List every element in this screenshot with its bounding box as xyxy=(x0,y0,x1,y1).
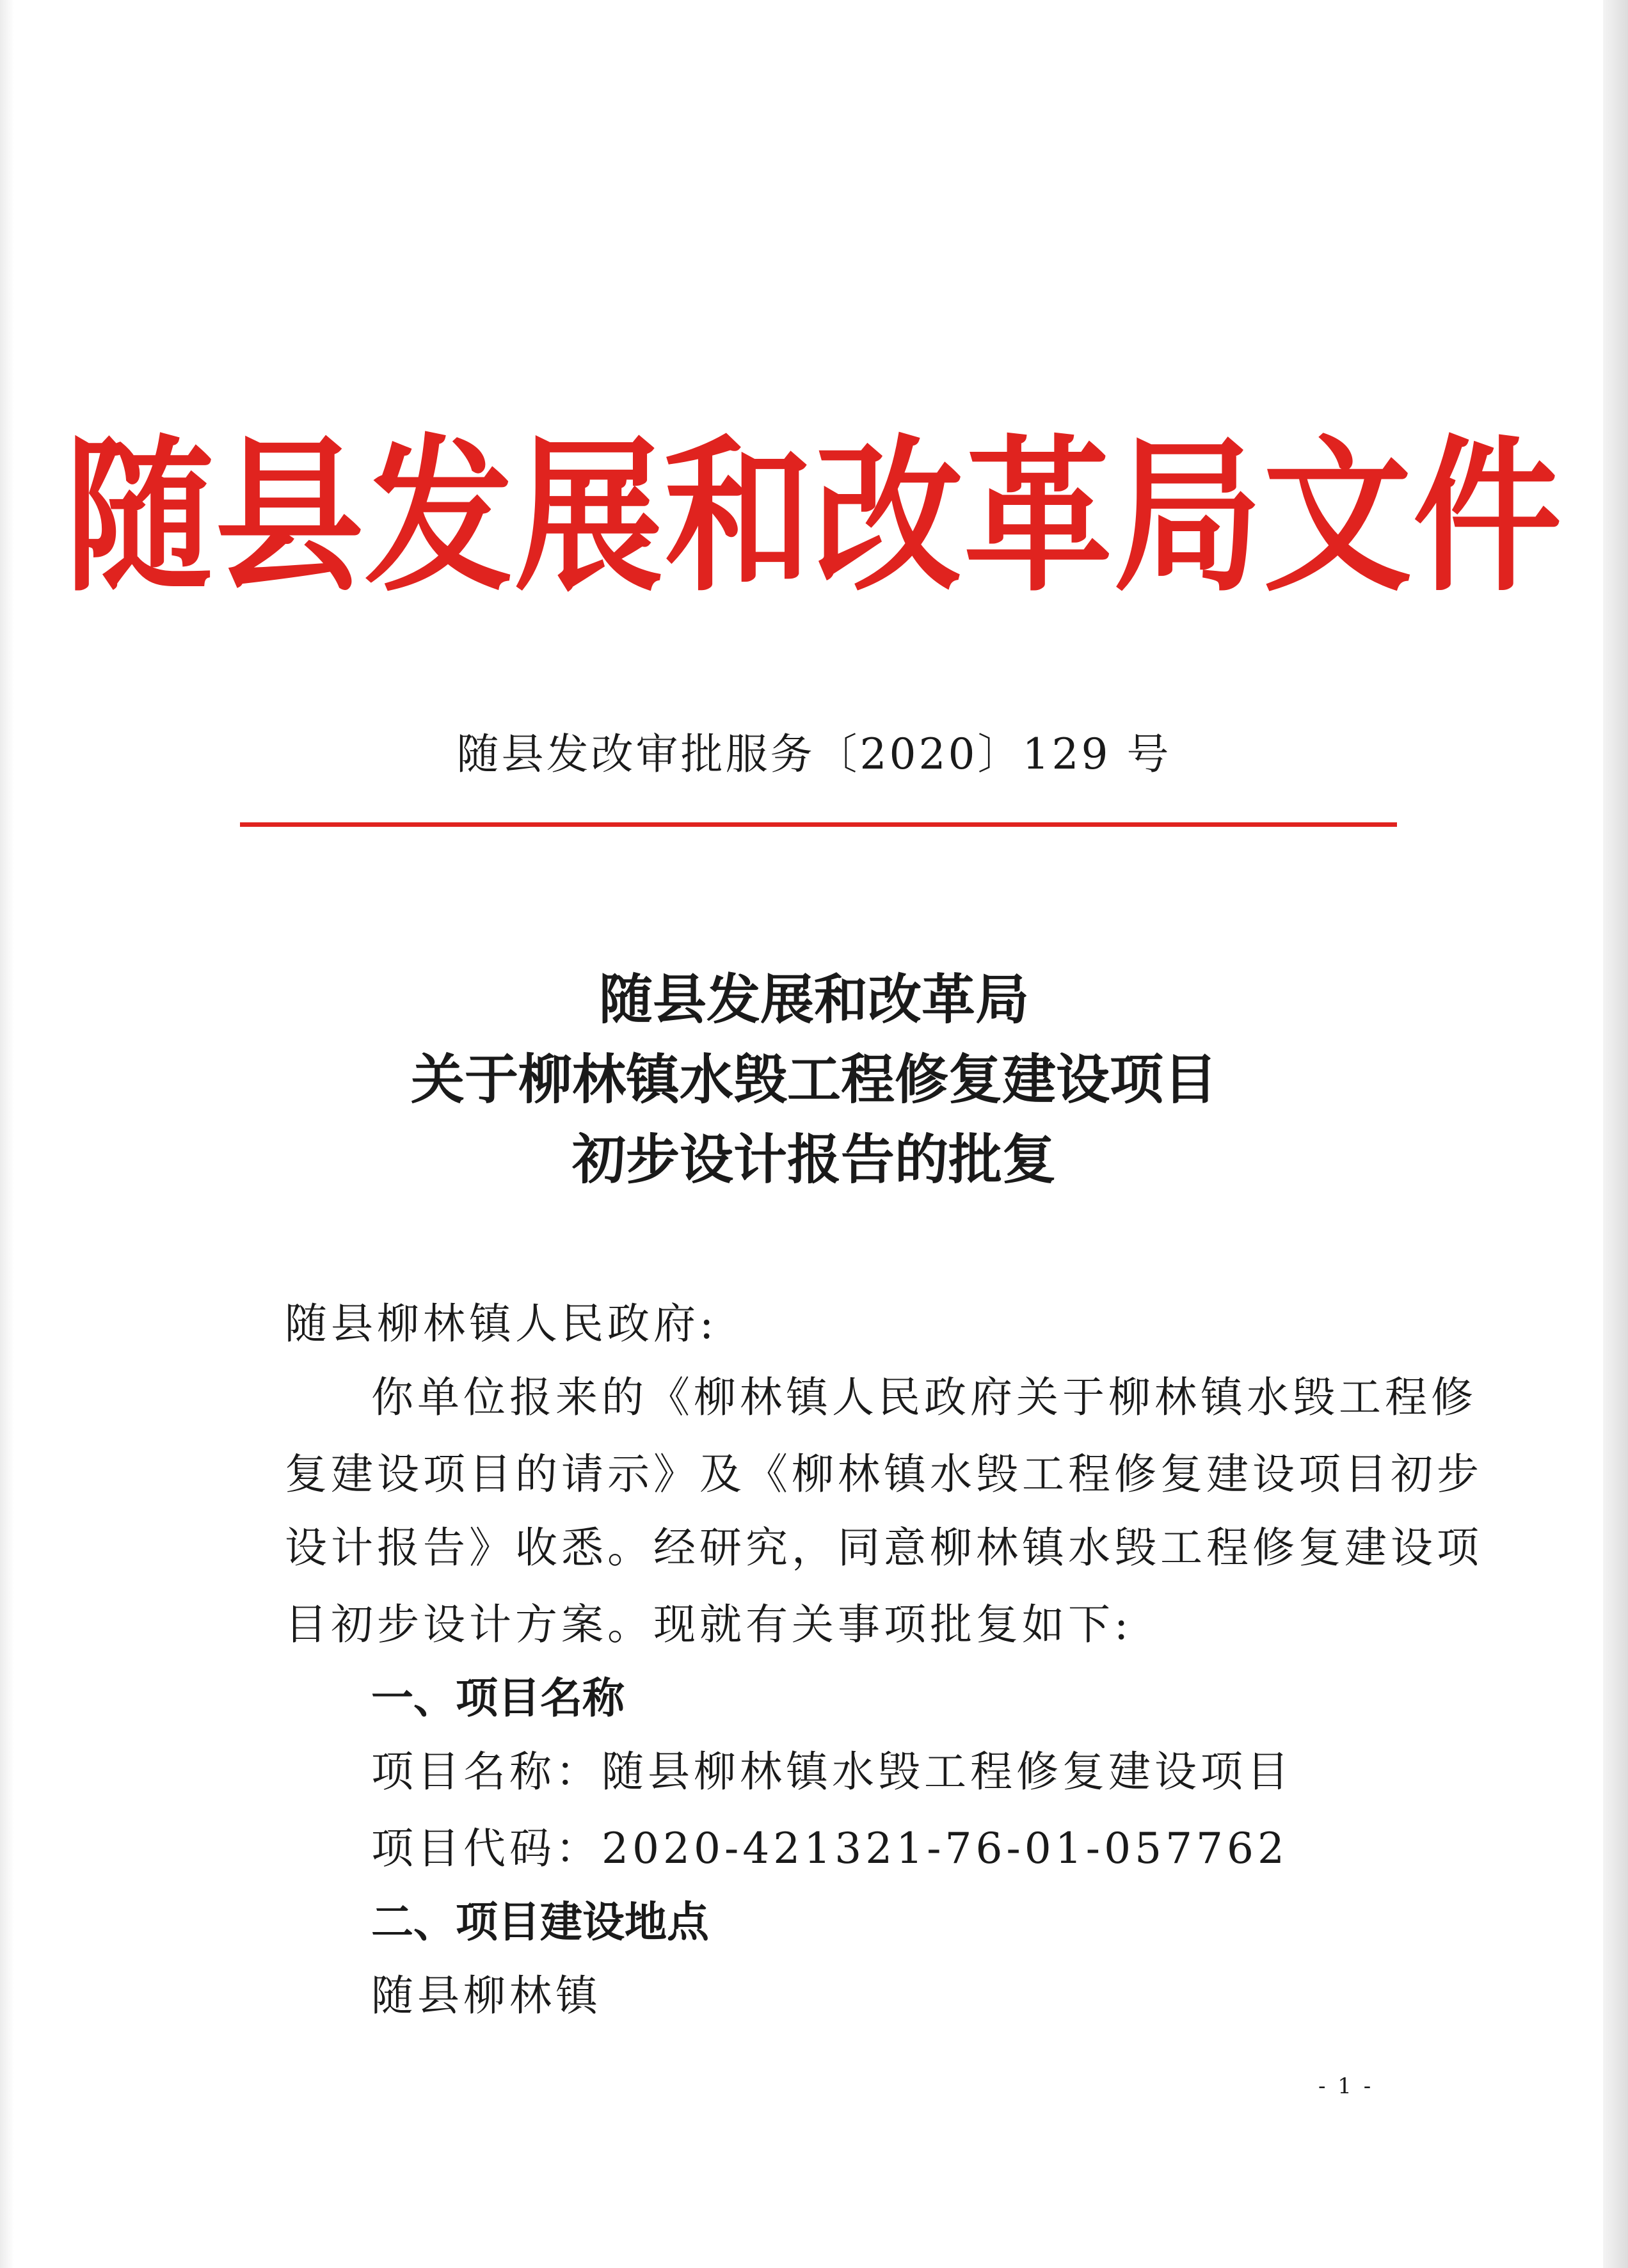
section-1-heading: 一、项目名称 xyxy=(371,1673,625,1723)
body-line-2: 复建设项目的请示》及《柳林镇水毁工程修复建设项目初步 xyxy=(285,1449,1483,1499)
page-number: - 1 - xyxy=(1318,2073,1374,2099)
project-code-line: 项目代码：2020-421321-76-01-057762 xyxy=(371,1824,1289,1873)
red-masthead-title: 随县发展和改革局文件 xyxy=(65,420,1563,614)
red-separator-line xyxy=(240,822,1397,827)
section-2-heading: 二、项目建设地点 xyxy=(371,1897,709,1947)
project-location: 随县柳林镇 xyxy=(371,1971,602,2020)
document-title-line-2: 关于柳林镇水毁工程修复建设项目 xyxy=(410,1048,1217,1111)
salutation: 随县柳林镇人民政府: xyxy=(285,1299,718,1348)
project-name-line: 项目名称：随县柳林镇水毁工程修复建设项目 xyxy=(371,1747,1293,1796)
body-line-3: 设计报告》收悉。经研究，同意柳林镇水毁工程修复建设项 xyxy=(285,1523,1483,1572)
body-line-4: 目初步设计方案。现就有关事项批复如下: xyxy=(285,1600,1133,1649)
document-number: 随县发改审批服务〔2020〕129 号 xyxy=(456,730,1172,779)
document-title-line-1: 随县发展和改革局 xyxy=(598,968,1029,1031)
body-line-1: 你单位报来的《柳林镇人民政府关于柳林镇水毁工程修 xyxy=(371,1373,1477,1422)
document-title-line-3: 初步设计报告的批复 xyxy=(571,1128,1056,1191)
